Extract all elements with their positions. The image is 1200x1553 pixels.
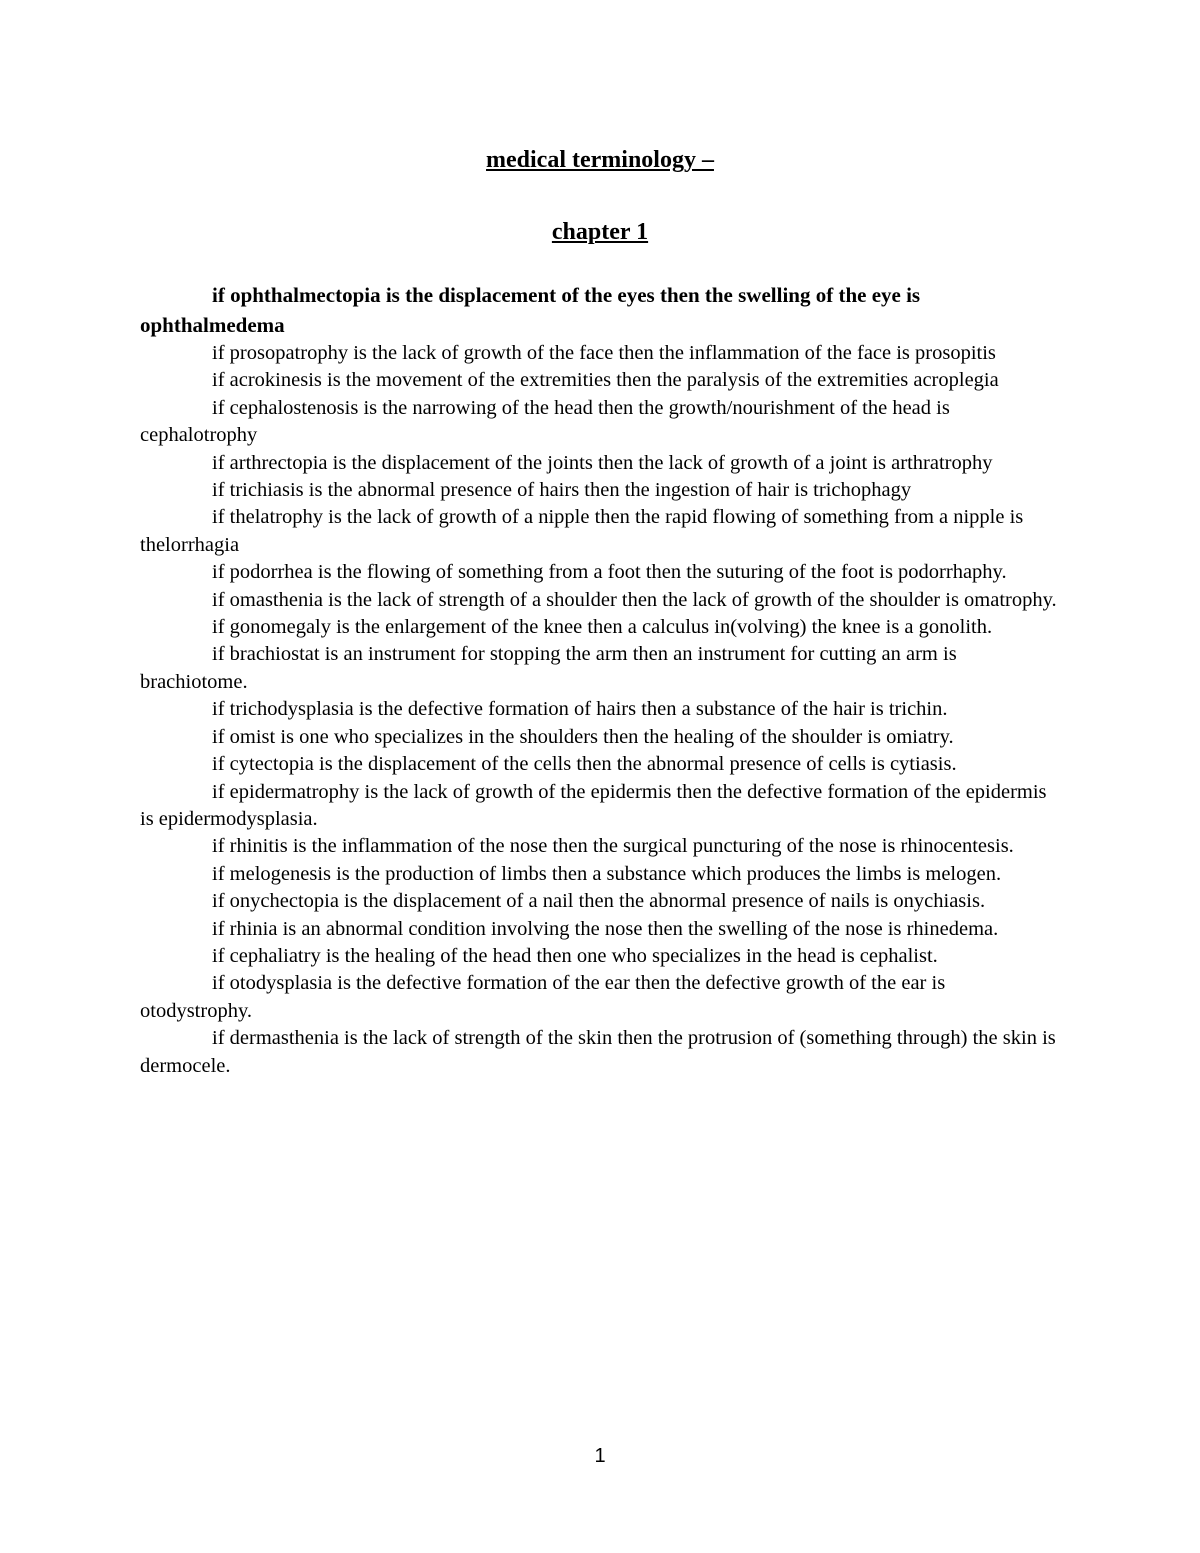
paragraph-12: if trichodysplasia is the defective formation of hairs then a substance of the hair is trichin. [212, 698, 948, 721]
paragraph-8: if podorrhea is the flowing of something from a foot then the suturing of the foot is podorrhaphy. [212, 561, 1007, 584]
paragraph-5: if arthrectopia is the displacement of the joints then the lack of growth of a joint is arthratrophy [212, 451, 993, 474]
paragraph-9: if omasthenia is the lack of strength of a shoulder then the lack of growth of the shoulder is omatrophy. [212, 588, 1057, 611]
chapter-heading: chapter 1 [551, 219, 649, 245]
paragraph-15: if epidermatrophy is the lack of growth of the epidermis then the defective formation of the epidermis is epidermodysplasia. [140, 780, 1047, 830]
paragraph-1: if ophthalmectopia is the displacement of the eyes then the swelling of the eye is ophthalmedema [140, 283, 921, 337]
document-title: medical terminology – [486, 147, 714, 173]
document-body [140, 280, 1060, 1080]
paragraph-20: if cephaliatry is the healing of the head then one who specializes in the head is cephalist. [212, 944, 938, 967]
paragraph-19: if rhinia is an abnormal condition involving the nose then the swelling of the nose is rhinedema. [212, 917, 999, 940]
paragraph-3: if acrokinesis is the movement of the extremities then the paralysis of the extremities acroplegia [212, 369, 999, 392]
paragraph-16: if rhinitis is the inflammation of the nose then the surgical puncturing of the nose is rhinocentesis. [212, 835, 1014, 858]
paragraph-10: if gonomegaly is the enlargement of the knee then a calculus in(volving) the knee is a gonolith. [212, 616, 993, 639]
paragraph-11: if brachiostat is an instrument for stopping the arm then an instrument for cutting an arm is brachiotome. [140, 643, 957, 693]
paragraph-14: if cytectopia is the displacement of the cells then the abnormal presence of cells is cytiasis. [212, 753, 957, 776]
paragraph-2: if prosopatrophy is the lack of growth of the face then the inflammation of the face is prosopitis [212, 342, 996, 364]
paragraph-4: if cephalostenosis is the narrowing of the head then the growth/nourishment of the head is cephalotrophy [140, 396, 950, 447]
paragraph-13: if omist is one who specializes in the shoulders then the healing of the shoulder is omiatry. [212, 725, 954, 748]
paragraph-22: if dermasthenia is the lack of strength of the skin then the protrusion of (something through) the skin is dermocele. [140, 1027, 1056, 1077]
paragraph-6: if trichiasis is the abnormal presence of hairs then the ingestion of hair is trichophagy [212, 479, 912, 502]
paragraph-18: if onychectopia is the displacement of a nail then the abnormal presence of nails is onychiasis. [212, 890, 986, 913]
paragraph-7: if thelatrophy is the lack of growth of a nipple then the rapid flowing of something from a nipple is thelorrhagia [140, 506, 1024, 556]
paragraph-17: if melogenesis is the production of limbs then a substance which produces the limbs is melogen. [212, 862, 1002, 885]
paragraph-21: if otodysplasia is the defective formation of the ear then the defective growth of the ear is otodystrophy. [140, 972, 946, 1022]
page-number: 1 [594, 1445, 606, 1467]
